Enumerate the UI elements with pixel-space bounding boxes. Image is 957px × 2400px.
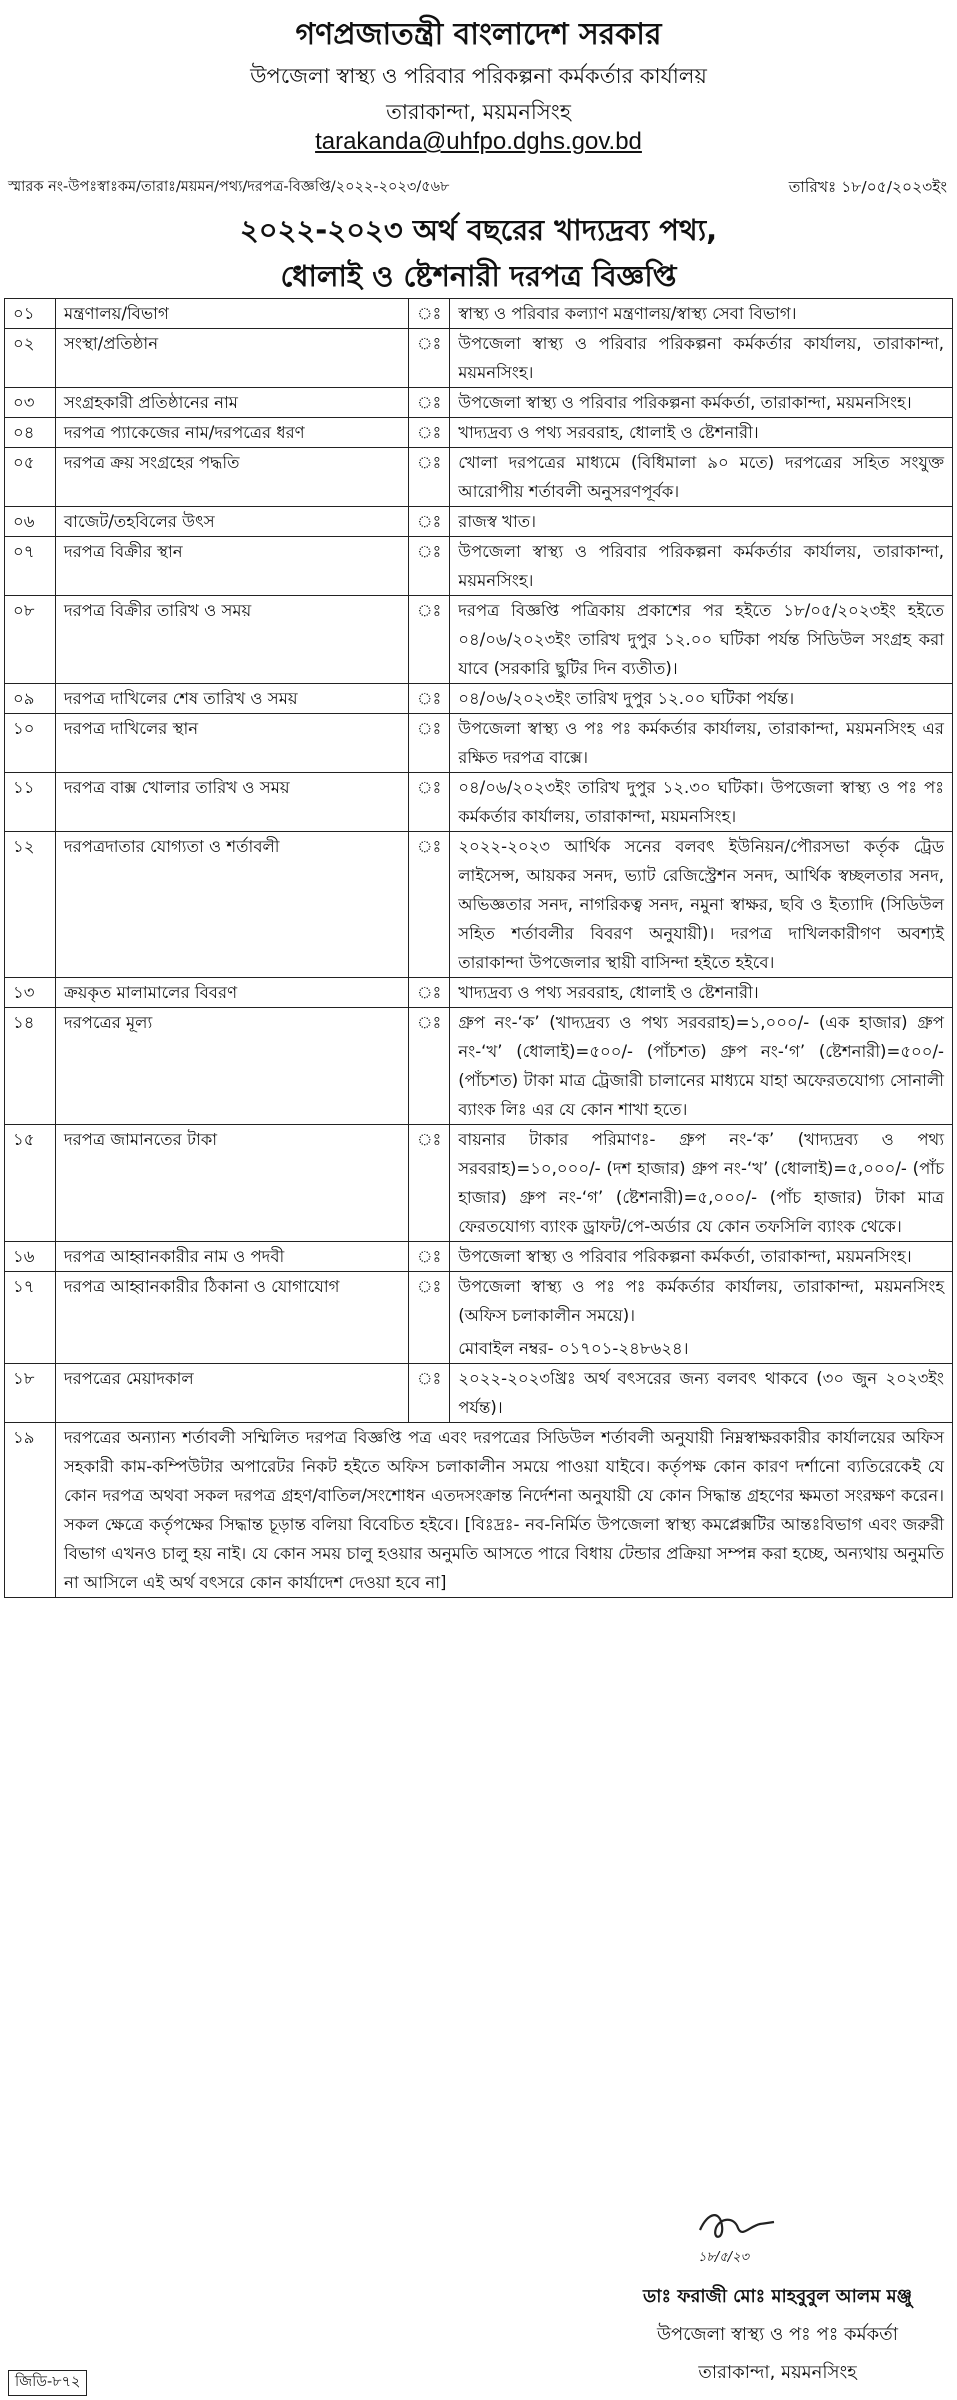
- row-value: দরপত্র বিজ্ঞপ্তি পত্রিকায় প্রকাশের পর হইতে ১৮/০৫/২০২৩ইং হইতে ০৪/০৬/২০২৩ইং তারিখ দুপুর ১২.০০ ঘটিকা পর্যন্ত সিডিউল সংগ্রহ করা যাবে (সরকারি ছুটির দিন ব্যতীত)।: [450, 596, 953, 684]
- row-label: দরপত্র বাক্স খোলার তারিখ ও সময়: [56, 773, 409, 832]
- row-label: সংস্থা/প্রতিষ্ঠান: [56, 329, 409, 388]
- memo-number: স্মারক নং-উপঃস্বাঃকম/তারাঃ/ময়মন/পথ্য/দরপত্র-বিজ্ঞপ্তি/২০২২-২০২৩/৫৬৮: [8, 179, 450, 195]
- row-label: দরপত্র জামানতের টাকা: [56, 1125, 409, 1242]
- table-row: [5, 1125, 953, 1242]
- row-number: ০১: [5, 299, 56, 329]
- table-row: [5, 773, 953, 832]
- signatory-name: ডাঃ ফরাজী মোঃ মাহবুবুল আলম মঞ্জু: [643, 2286, 912, 2307]
- table-row: [5, 507, 953, 537]
- row-separator: ঃ: [409, 978, 450, 1008]
- row-value: স্বাস্থ্য ও পরিবার কল্যাণ মন্ত্রণালয়/স্বাস্থ্য সেবা বিভাগ।: [450, 299, 953, 329]
- row-number: ১০: [5, 714, 56, 773]
- row-value: উপজেলা স্বাস্থ্য ও পরিবার পরিকল্পনা কর্মকর্তা, তারাকান্দা, ময়মনসিংহ।: [450, 1242, 953, 1272]
- row-number: ১৩: [5, 978, 56, 1008]
- row-number: ১২: [5, 832, 56, 978]
- row-value: বায়নার টাকার পরিমাণঃ- গ্রুপ নং-‘ক’ (খাদ্যদ্রব্য ও পথ্য সরবরাহ)=১০,০০০/- (দশ হাজার) গ্রুপ নং-‘খ’ (ধোলাই)=৫,০০০/- (পাঁচ হাজার) গ্রুপ নং-‘গ’ (ষ্টেশনারী)=৫,০০০/- (পাঁচ হাজার) টাকা মাত্র ফেরতযোগ্য ব্যাংক ড্রাফট/পে-অর্ডার যে কোন তফসিলি ব্যাংক থেকে।: [450, 1125, 953, 1242]
- row-separator: ঃ: [409, 684, 450, 714]
- row-label: দরপত্র বিক্রীর স্থান: [56, 537, 409, 596]
- row-value: গ্রুপ নং-‘ক’ (খাদ্যদ্রব্য ও পথ্য সরবরাহ)=১,০০০/- (এক হাজার) গ্রুপ নং-‘খ’ (ধোলাই)=৫০০/- (পাঁচশত) গ্রুপ নং-‘গ’ (ষ্টেশনারী)=৫০০/- (পাঁচশত) টাকা মাত্র ট্রেজারী চালানের মাধ্যমে যাহা অফেরতযোগ্য সোনালী ব্যাংক লিঃ এর যে কোন শাখা হতে।: [450, 1008, 953, 1125]
- row-value: ২০২২-২০২৩ আর্থিক সনের বলবৎ ইউনিয়ন/পৌরসভা কর্তৃক ট্রেড লাইসেন্স, আয়কর সনদ, ভ্যাট রেজিস্ট্রেশন সনদ, আর্থিক স্বচ্ছলতার সনদ, অভিজ্ঞতার সনদ, নাগরিকত্ব সনদ, নমুনা স্বাক্ষর, ছবি ও ইত্যাদি (সিডিউল সহিত শর্তাবলীর বিবরণ অনুযায়ী)। দরপত্র দাখিলকারীগণ অবশ্যই তারাকান্দা উপজেলার স্থায়ী বাসিন্দা হইতে হইবে।: [450, 832, 953, 978]
- row-label: দরপত্র ক্রয় সংগ্রহের পদ্ধতি: [56, 448, 409, 507]
- table-row: [5, 388, 953, 418]
- table-row: [5, 329, 953, 388]
- row-separator: ঃ: [409, 537, 450, 596]
- row-separator: ঃ: [409, 388, 450, 418]
- row-value: উপজেলা স্বাস্থ্য ও পঃ পঃ কর্মকর্তার কার্যালয়, তারাকান্দা, ময়মনসিংহ এর রক্ষিত দরপত্র বাক্সে।: [450, 714, 953, 773]
- row-separator: ঃ: [409, 714, 450, 773]
- table-row: [5, 1008, 953, 1125]
- row-label: দরপত্রের মূল্য: [56, 1008, 409, 1125]
- row-label: দরপত্রের মেয়াদকাল: [56, 1364, 409, 1423]
- row-number: ০৫: [5, 448, 56, 507]
- office-email-link[interactable]: tarakanda@uhfpo.dghs.gov.bd: [315, 128, 642, 155]
- table-row: [5, 1364, 953, 1423]
- row-label: দরপত্রদাতার যোগ্যতা ও শর্তাবলী: [56, 832, 409, 978]
- row-label: দরপত্র প্যাকেজের নাম/দরপত্রের ধরণ: [56, 418, 409, 448]
- tender-details-table: [4, 298, 953, 1598]
- row-separator: ঃ: [409, 596, 450, 684]
- office-name: উপজেলা স্বাস্থ্য ও পরিবার পরিকল্পনা কর্মকর্তার কার্যালয়: [250, 64, 707, 88]
- memo-date: তারিখঃ ১৮/০৫/২০২৩ইং: [788, 178, 947, 196]
- row-label: দরপত্র আহ্বানকারীর নাম ও পদবী: [56, 1242, 409, 1272]
- row-separator: ঃ: [409, 507, 450, 537]
- contact-mobile: মোবাইল নম্বর- ০১৭০১-২৪৮৬২৪।: [458, 1339, 689, 1358]
- row-number: ০৪: [5, 418, 56, 448]
- row-separator: ঃ: [409, 448, 450, 507]
- row-value: রাজস্ব খাত।: [450, 507, 953, 537]
- row-number: ০২: [5, 329, 56, 388]
- signature-date: ১৮/৫/২৩: [698, 2250, 749, 2265]
- row-separator: ঃ: [409, 1008, 450, 1125]
- notice-title-line2: ধোলাই ও ষ্টেশনারী দরপত্র বিজ্ঞপ্তি: [280, 259, 677, 293]
- government-title: গণপ্রজাতন্ত্রী বাংলাদেশ সরকার: [295, 17, 662, 52]
- row-separator: ঃ: [409, 832, 450, 978]
- row-label: দরপত্র বিক্রীর তারিখ ও সময়: [56, 596, 409, 684]
- table-row: [5, 1242, 953, 1272]
- row-label: ক্রয়কৃত মালামালের বিবরণ: [56, 978, 409, 1008]
- office-email: [0, 128, 957, 156]
- row-separator: ঃ: [409, 418, 450, 448]
- table-row: [5, 684, 953, 714]
- row-separator: ঃ: [409, 329, 450, 388]
- row-value: ০৪/০৬/২০২৩ইং তারিখ দুপুর ১২.৩০ ঘটিকা। উপজেলা স্বাস্থ্য ও পঃ পঃ কর্মকর্তার কার্যালয়, তারাকান্দা, ময়মনসিংহ।: [450, 773, 953, 832]
- table-row: [5, 299, 953, 329]
- table-row: [5, 418, 953, 448]
- other-conditions: দরপত্রের অন্যান্য শর্তাবলী সম্মিলিত দরপত্র বিজ্ঞপ্তি পত্র এবং দরপত্রের সিডিউল শর্তাবলী অনুযায়ী নিম্নস্বাক্ষরকারীর কার্যালয়ের অফিস সহকারী কাম-কম্পিউটার অপারেটর নিকট হইতে অফিস চলাকালীন সময়ে পাওয়া যাইবে। কর্তৃপক্ষ কোন কারণ দর্শানো ব্যতিরেকেই যে কোন দরপত্র অথবা সকল দরপত্র গ্রহণ/বাতিল/সংশোধন এতদসংক্রান্ত নির্দেশনা অনুযায়ী যে কোন সিদ্ধান্ত গ্রহণের ক্ষমতা সংরক্ষণ করেন। সকল ক্ষেত্রে কর্তৃপক্ষের সিদ্ধান্ত চূড়ান্ত বলিয়া বিবেচিত হইবে। [বিঃদ্রঃ- নব-নির্মিত উপজেলা স্বাস্থ্য কমপ্লেক্সটির আন্তঃবিভাগ এবং জরুরী বিভাগ এখনও চালু হয় নাই। যে কোন সময় চালু হওয়ার অনুমতি আসতে পারে বিধায় টেন্ডার প্রক্রিয়া সম্পন্ন করা হচ্ছে, অন্যথায় অনুমতি না আসিলে এই অর্থ বৎসরে কোন কার্যাদেশ দেওয়া হবে না]: [56, 1423, 953, 1598]
- gd-number: জিডি-৮৭২: [8, 2370, 87, 2396]
- row-value: খাদ্যদ্রব্য ও পথ্য সরবরাহ, ধোলাই ও ষ্টেশনারী।: [450, 978, 953, 1008]
- row-separator: ঃ: [409, 773, 450, 832]
- table-row: [5, 1423, 953, 1598]
- table-row: [5, 978, 953, 1008]
- signatory-designation: উপজেলা স্বাস্থ্য ও পঃ পঃ কর্মকর্তা: [657, 2324, 898, 2345]
- row-separator: ঃ: [409, 1125, 450, 1242]
- signatory-place: তারাকান্দা, ময়মনসিংহ: [698, 2362, 857, 2383]
- row-number: ১৬: [5, 1242, 56, 1272]
- row-label: দরপত্র দাখিলের শেষ তারিখ ও সময়: [56, 684, 409, 714]
- row-value: উপজেলা স্বাস্থ্য ও পরিবার পরিকল্পনা কর্মকর্তার কার্যালয়, তারাকান্দা, ময়মনসিংহ।: [450, 537, 953, 596]
- row-value: খোলা দরপত্রের মাধ্যমে (বিধিমালা ৯০ মতে) দরপত্রের সহিত সংযুক্ত আরোপীয় শর্তাবলী অনুসরণপূর্বক।: [450, 448, 953, 507]
- row-value: উপজেলা স্বাস্থ্য ও পরিবার পরিকল্পনা কর্মকর্তার কার্যালয়, তারাকান্দা, ময়মনসিংহ।: [450, 329, 953, 388]
- row-separator: ঃ: [409, 1364, 450, 1423]
- row-label: মন্ত্রণালয়/বিভাগ: [56, 299, 409, 329]
- row-number: ০৭: [5, 537, 56, 596]
- row-number: ০৬: [5, 507, 56, 537]
- table-row: [5, 714, 953, 773]
- table-row: [5, 596, 953, 684]
- table-row: [5, 448, 953, 507]
- row-number: ১৫: [5, 1125, 56, 1242]
- table-row: [5, 537, 953, 596]
- row-value: উপজেলা স্বাস্থ্য ও পরিবার পরিকল্পনা কর্মকর্তা, তারাকান্দা, ময়মনসিংহ।: [450, 388, 953, 418]
- row-separator: ঃ: [409, 1272, 450, 1364]
- notice-title-line1: ২০২২-২০২৩ অর্থ বছরের খাদ্যদ্রব্য পথ্য,: [239, 213, 718, 247]
- row-value: ০৪/০৬/২০২৩ইং তারিখ দুপুর ১২.০০ ঘটিকা পর্যন্ত।: [450, 684, 953, 714]
- office-location: তারাকান্দা, ময়মনসিংহ: [386, 100, 571, 124]
- row-number: ১১: [5, 773, 56, 832]
- row-number: ১৮: [5, 1364, 56, 1423]
- row-label: বাজেট/তহবিলের উৎস: [56, 507, 409, 537]
- row-separator: ঃ: [409, 1242, 450, 1272]
- row-label: দরপত্র আহ্বানকারীর ঠিকানা ও যোগাযোগ: [56, 1272, 409, 1364]
- row-number: ১৪: [5, 1008, 56, 1125]
- row-number: ১৭: [5, 1272, 56, 1364]
- table-row: [5, 832, 953, 978]
- row-value: ২০২২-২০২৩খ্রিঃ অর্থ বৎসরের জন্য বলবৎ থাকবে (৩০ জুন ২০২৩ইং পর্যন্ত)।: [450, 1364, 953, 1423]
- row-number: ০৩: [5, 388, 56, 418]
- row-number: ১৯: [5, 1423, 56, 1598]
- row-number: ০৯: [5, 684, 56, 714]
- row-label: সংগ্রহকারী প্রতিষ্ঠানের নাম: [56, 388, 409, 418]
- row-value: [450, 1272, 953, 1364]
- table-row: [5, 1272, 953, 1364]
- row-value: খাদ্যদ্রব্য ও পথ্য সরবরাহ, ধোলাই ও ষ্টেশনারী।: [450, 418, 953, 448]
- row-separator: ঃ: [409, 299, 450, 329]
- contact-address: উপজেলা স্বাস্থ্য ও পঃ পঃ কর্মকর্তার কার্যালয়, তারাকান্দা, ময়মনসিংহ (অফিস চলাকালীন সময়ে)।: [458, 1277, 944, 1325]
- row-label: দরপত্র দাখিলের স্থান: [56, 714, 409, 773]
- row-number: ০৮: [5, 596, 56, 684]
